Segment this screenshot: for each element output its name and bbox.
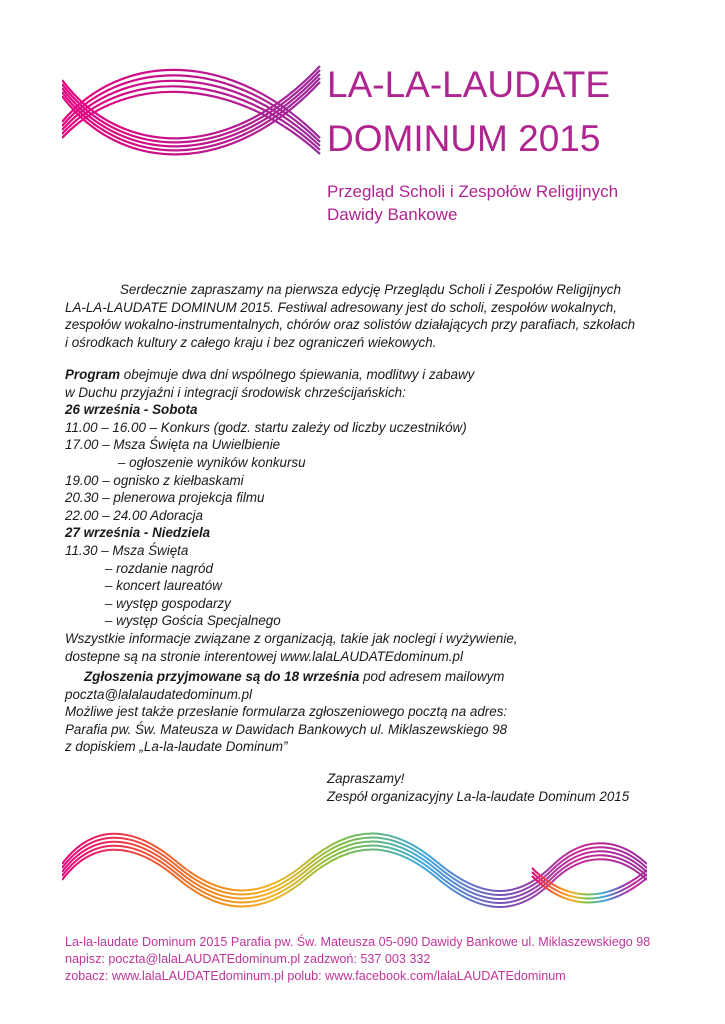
registration-line: Możliwe jest także przesłanie formularza zgłoszeniowego pocztą na adres:: [65, 704, 508, 720]
registration-deadline: [65, 668, 645, 686]
event-title-line2: DOMINUM 2015: [327, 118, 601, 159]
schedule-item: 19.00 – ognisko z kiełbaskami: [65, 472, 244, 488]
registration-deadline-bold: Zgłoszenia przyjmowane są do 18 września: [84, 669, 360, 684]
closing-line: Zapraszamy!: [327, 771, 405, 786]
fish-lines-logo-icon: [62, 60, 324, 160]
intro-line: zespołów wokalno-instrumentalnych, chórów oraz solistów działających przy parafiach, szkołach: [65, 317, 636, 333]
program-intro-line2: w Duchu przyjaźni i integracji środowisk chrześcijańskich:: [65, 384, 406, 400]
info-line: Wszystkie informacje związane z organizacją, takie jak noclegi i wyżywienie,: [65, 630, 518, 646]
day2-heading: 27 września - Niedziela: [65, 525, 211, 541]
event-title-line1: LA-LA-LAUDATE: [327, 64, 611, 105]
schedule-item: – występ gospodarzy: [105, 595, 231, 611]
event-subtitle-line2: Dawidy Bankowe: [327, 205, 458, 224]
registration-email: poczta@lalalaudatedominum.pl: [65, 686, 253, 702]
schedule-item: – występ Gościa Specjalnego: [105, 613, 281, 629]
schedule-item: 20.30 – plenerowa projekcja filmu: [65, 490, 265, 506]
footer-links: zobacz: www.lalaLAUDATEdominum.pl polub: www.facebook.com/lalaLAUDATEdominum: [65, 969, 566, 983]
intro-line: i ośrodkach kultury z całego kraju i bez ograniczeń wiekowych.: [65, 334, 437, 350]
schedule-item: – koncert laureatów: [105, 578, 222, 594]
program-label: Program: [65, 367, 121, 382]
program-section: [65, 366, 645, 665]
intro-line: Serdecznie zapraszamy na pierwsza edycję Przeglądu Scholi i Zespołów Religijnych: [120, 282, 621, 297]
footer: [65, 934, 650, 985]
schedule-item: 17.00 – Msza Święta na Uwielbienie: [65, 437, 281, 453]
schedule-item: – rozdanie nagród: [105, 560, 213, 576]
registration-deadline-rest: pod adresem mailowym: [359, 669, 505, 684]
event-subtitle-line1: Przegląd Scholi i Zespołów Religijnych: [327, 182, 619, 201]
schedule-item: 11.00 – 16.00 – Konkurs (godz. startu zależy od liczby uczestników): [65, 419, 467, 435]
registration-line: z dopiskiem „La-la-laudate Dominum”: [65, 739, 288, 755]
footer-address: La-la-laudate Dominum 2015 Parafia pw. Św. Mateusza 05-090 Dawidy Bankowe ul. Miklaszewskiego 98: [65, 935, 651, 949]
intro-line: LA-LA-LAUDATE DOMINUM 2015. Festiwal adresowany jest do scholi, zespołów wokalnych,: [65, 299, 617, 315]
schedule-item: 11.30 – Msza Święta: [65, 542, 189, 558]
info-line: dostepne są na stronie interentowej www.lalaLAUDATEdominum.pl: [65, 648, 463, 664]
program-intro-text: obejmuje dwa dni wspólnego śpiewania, modlitwy i zabawy: [120, 367, 475, 382]
schedule-item: – ogłoszenie wyników konkursu: [118, 454, 306, 470]
closing-line: Zespół organizacyjny La-la-laudate Dominum 2015: [327, 788, 630, 804]
closing-signature: [327, 770, 629, 805]
day1-heading: 26 września - Sobota: [65, 402, 198, 418]
schedule-item: 22.00 – 24.00 Adoracja: [65, 507, 203, 523]
rainbow-wave-divider-icon: [62, 832, 647, 912]
registration-line: Parafia pw. Św. Mateusza w Dawidach Bankowych ul. Miklaszewskiego 98: [65, 721, 508, 737]
registration-section: [65, 668, 645, 756]
program-intro: [65, 366, 645, 384]
footer-contact: napisz: poczta@lalaLAUDATEdominum.pl zadzwoń: 537 003 332: [65, 952, 431, 966]
intro-paragraph: [65, 281, 645, 351]
